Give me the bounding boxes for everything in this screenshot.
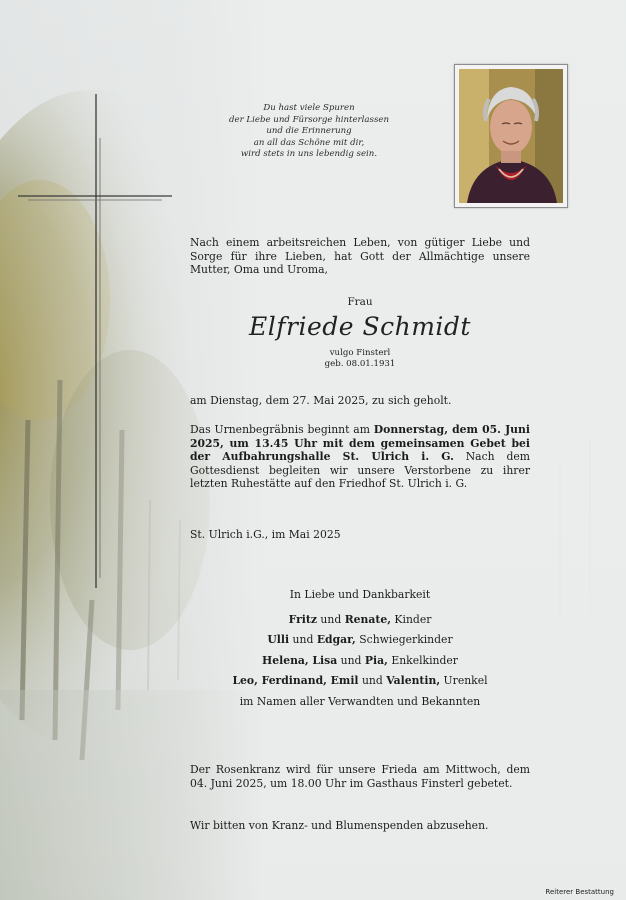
family-heading: In Liebe und Dankbarkeit: [289, 588, 431, 601]
cross-icon: [14, 92, 176, 592]
family-role: Enkelkinder: [387, 653, 458, 667]
family-name: Renate,: [344, 613, 391, 626]
poem-line: und die Erinnerung: [266, 126, 352, 137]
death-date-text: am Dienstag, dem 27. Mai 2025, zu sich geholt.: [190, 394, 452, 407]
salutation: Frau: [347, 296, 373, 308]
family-name: Valentin,: [386, 674, 441, 688]
portrait-photo: [454, 64, 568, 208]
family-and: und: [317, 613, 345, 626]
family-member: [190, 651, 530, 671]
funeral-burial-info: Nach dem Gottesdienst begleiten wir unsere Verstorbene zu ihrer letzten Ruhestätte auf den Friedhof St. Ulrich i. G.: [190, 450, 530, 491]
family-name: Ulli: [267, 633, 290, 647]
family-role: Schwiegerkinder: [355, 633, 453, 647]
poem: [200, 103, 418, 161]
family-name: Leo, Ferdinand, Emil: [232, 674, 359, 688]
family-name: Fritz: [288, 613, 317, 626]
portrait-image: [459, 69, 563, 203]
family-and: und: [358, 674, 387, 688]
family-member: [190, 610, 530, 630]
poem-line: Du hast viele Spuren: [263, 103, 355, 113]
funeral-text: [190, 423, 530, 491]
family-name: Edgar,: [316, 633, 356, 647]
family-name: Pia,: [364, 653, 388, 667]
family-role: Urenkel: [440, 674, 488, 688]
family-role: Kinder: [391, 613, 432, 626]
family-and: und: [337, 653, 365, 667]
family-and: und: [289, 633, 317, 647]
donation-request: Wir bitten von Kranz- und Blumenspenden abzusehen.: [190, 819, 489, 832]
intro-text: Nach einem arbeitsreichen Leben, von gütiger Liebe und Sorge für ihre Lieben, hat Gott der Allmächtige unsere Mutter, Oma und Uroma,: [190, 236, 530, 277]
rosary-text: Der Rosenkranz wird für unsere Frieda am Mittwoch, dem 04. Juni 2025, um 18.00 Uhr im Gasthaus Finsterl gebetet.: [190, 763, 530, 790]
funeral-intro: Das Urnenbegräbnis beginnt am: [190, 423, 374, 436]
place-date: St. Ulrich i.G., im Mai 2025: [190, 528, 341, 541]
poem-line: wird stets in uns lebendig sein.: [240, 149, 378, 160]
deceased-nickname: vulgo Finsterl: [329, 348, 391, 358]
family-closing: im Namen aller Verwandten und Bekannten: [239, 694, 481, 708]
family-name: Helena, Lisa: [262, 653, 338, 667]
undertaker-credit: Reiterer Bestattung: [545, 888, 614, 896]
poem-line: der Liebe und Fürsorge hinterlassen: [229, 114, 389, 125]
poem-line: an all das Schöne mit dir,: [253, 137, 365, 148]
deceased-name: Elfriede Schmidt: [249, 312, 471, 341]
family-member: [190, 671, 530, 691]
funeral-date-time: Donnerstag, dem 05. Juni 2025, um 13.45 Uhr mit dem gemeinsamen Gebet bei der Aufbahrungshalle St. Ulrich i. G.: [190, 423, 530, 464]
family-member: [190, 630, 530, 650]
family-list: [190, 610, 530, 712]
deceased-birth-date: geb. 08.01.1931: [324, 359, 396, 369]
